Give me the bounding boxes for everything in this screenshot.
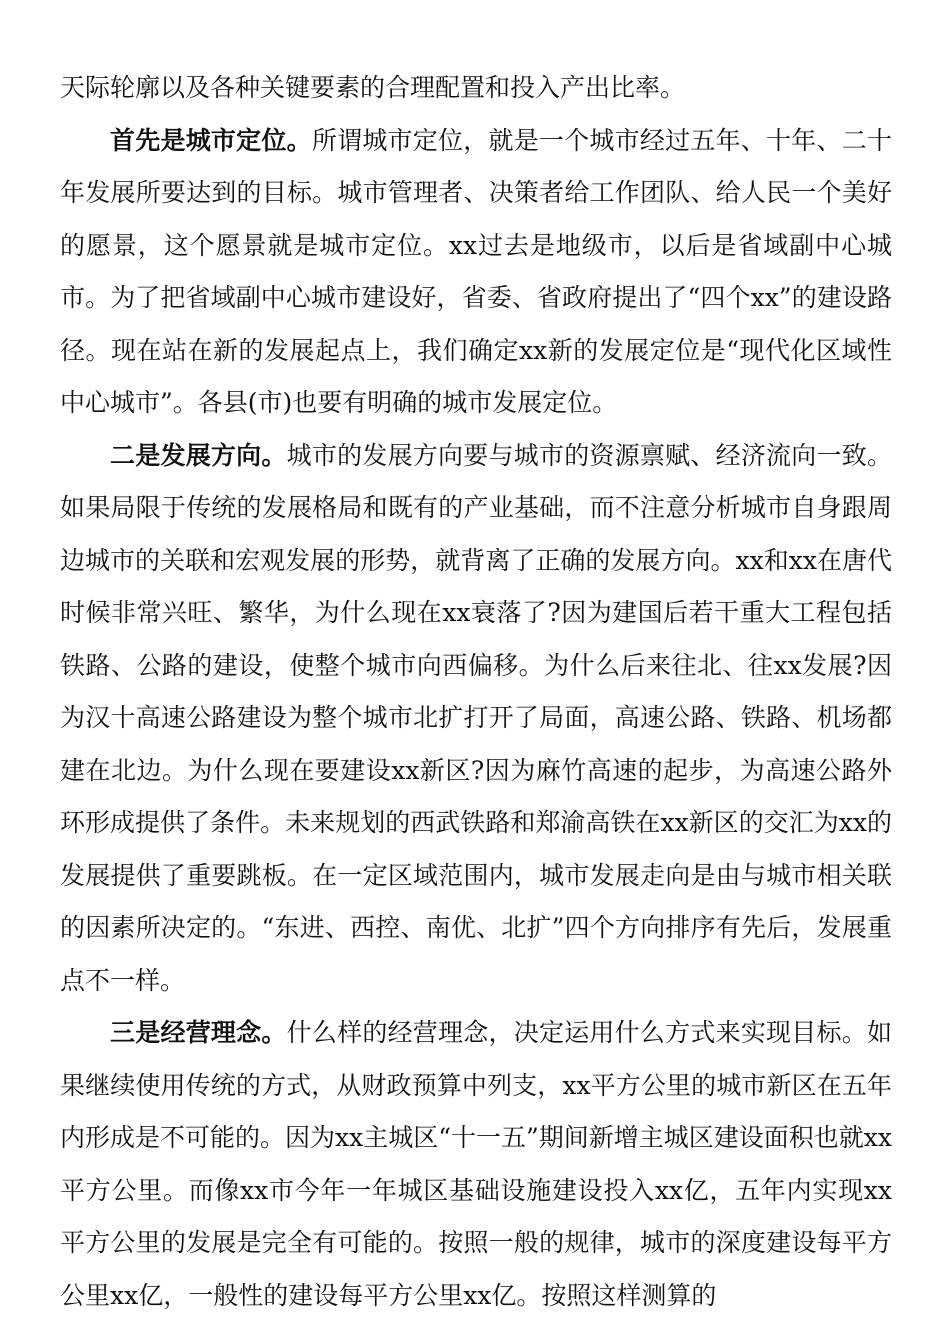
paragraph-text: 所谓城市定位，就是一个城市经过五年、十年、二十年发展所要达到的目标。城市管理者、决策者给工作团队、给人民一个美好的愿景，这个愿景就是城市定位。xx过去是地级市，以后是省域副中心城市。为了把省域副中心城市建设好，省委、省政府提出了“四个xx”的建设路径。现在站在新的发展起点上，我们确定xx新的发展定位是“现代化区域性中心城市”。各县(市)也要有明确的城市发展定位。 (60, 125, 892, 417)
paragraph-text: 天际轮廓以及各种关键要素的合理配置和投入产出比率。 (60, 73, 686, 102)
document-body (60, 62, 892, 1322)
paragraph-heading: 首先是城市定位。 (110, 125, 312, 155)
paragraph-text: 城市的发展方向要与城市的资源禀赋、经济流向一致。如果局限于传统的发展格局和既有的产业基础，而不注意分析城市自身跟周边城市的关联和宏观发展的形势，就背离了正确的发展方向。xx和xx在唐代时候非常兴旺、繁华，为什么现在xx衰落了?因为建国后若干重大工程包括铁路、公路的建设，使整个城市向西偏移。为什么后来往北、往xx发展?因为汉十高速公路建设为整个城市北扩打开了局面，高速公路、铁路、机场都建在北边。为什么现在要建设xx新区?因为麻竹高速的起步，为高速公路外环形成提供了条件。未来规划的西武铁路和郑渝高铁在xx新区的交汇为xx的发展提供了重要跳板。在一定区域范围内，城市发展走向是由与城市相关联的因素所决定的。“东进、西控、南优、北扩”四个方向排序有先后，发展重点不一样。 (60, 440, 892, 995)
paragraph-heading: 二是发展方向。 (110, 440, 287, 470)
paragraph-development-direction (60, 430, 892, 1008)
paragraph-continuation (60, 62, 892, 115)
paragraph-text: 什么样的经营理念，决定运用什么方式来实现目标。如果继续使用传统的方式，从财政预算中列支，xx平方公里的城市新区在五年内形成是不可能的。因为xx主城区“十一五”期间新增主城区建设面积也就xx平方公里。而像xx市今年一年城区基础设施建设投入xx亿，五年内实现xx平方公里的发展是完全有可能的。按照一般的规律，城市的深度建设每平方公里xx亿，一般性的建设每平方公里xx亿。按照这样测算的 (60, 1018, 892, 1310)
paragraph-city-positioning (60, 115, 892, 430)
paragraph-operating-concept (60, 1007, 892, 1322)
paragraph-heading: 三是经营理念。 (110, 1018, 287, 1047)
